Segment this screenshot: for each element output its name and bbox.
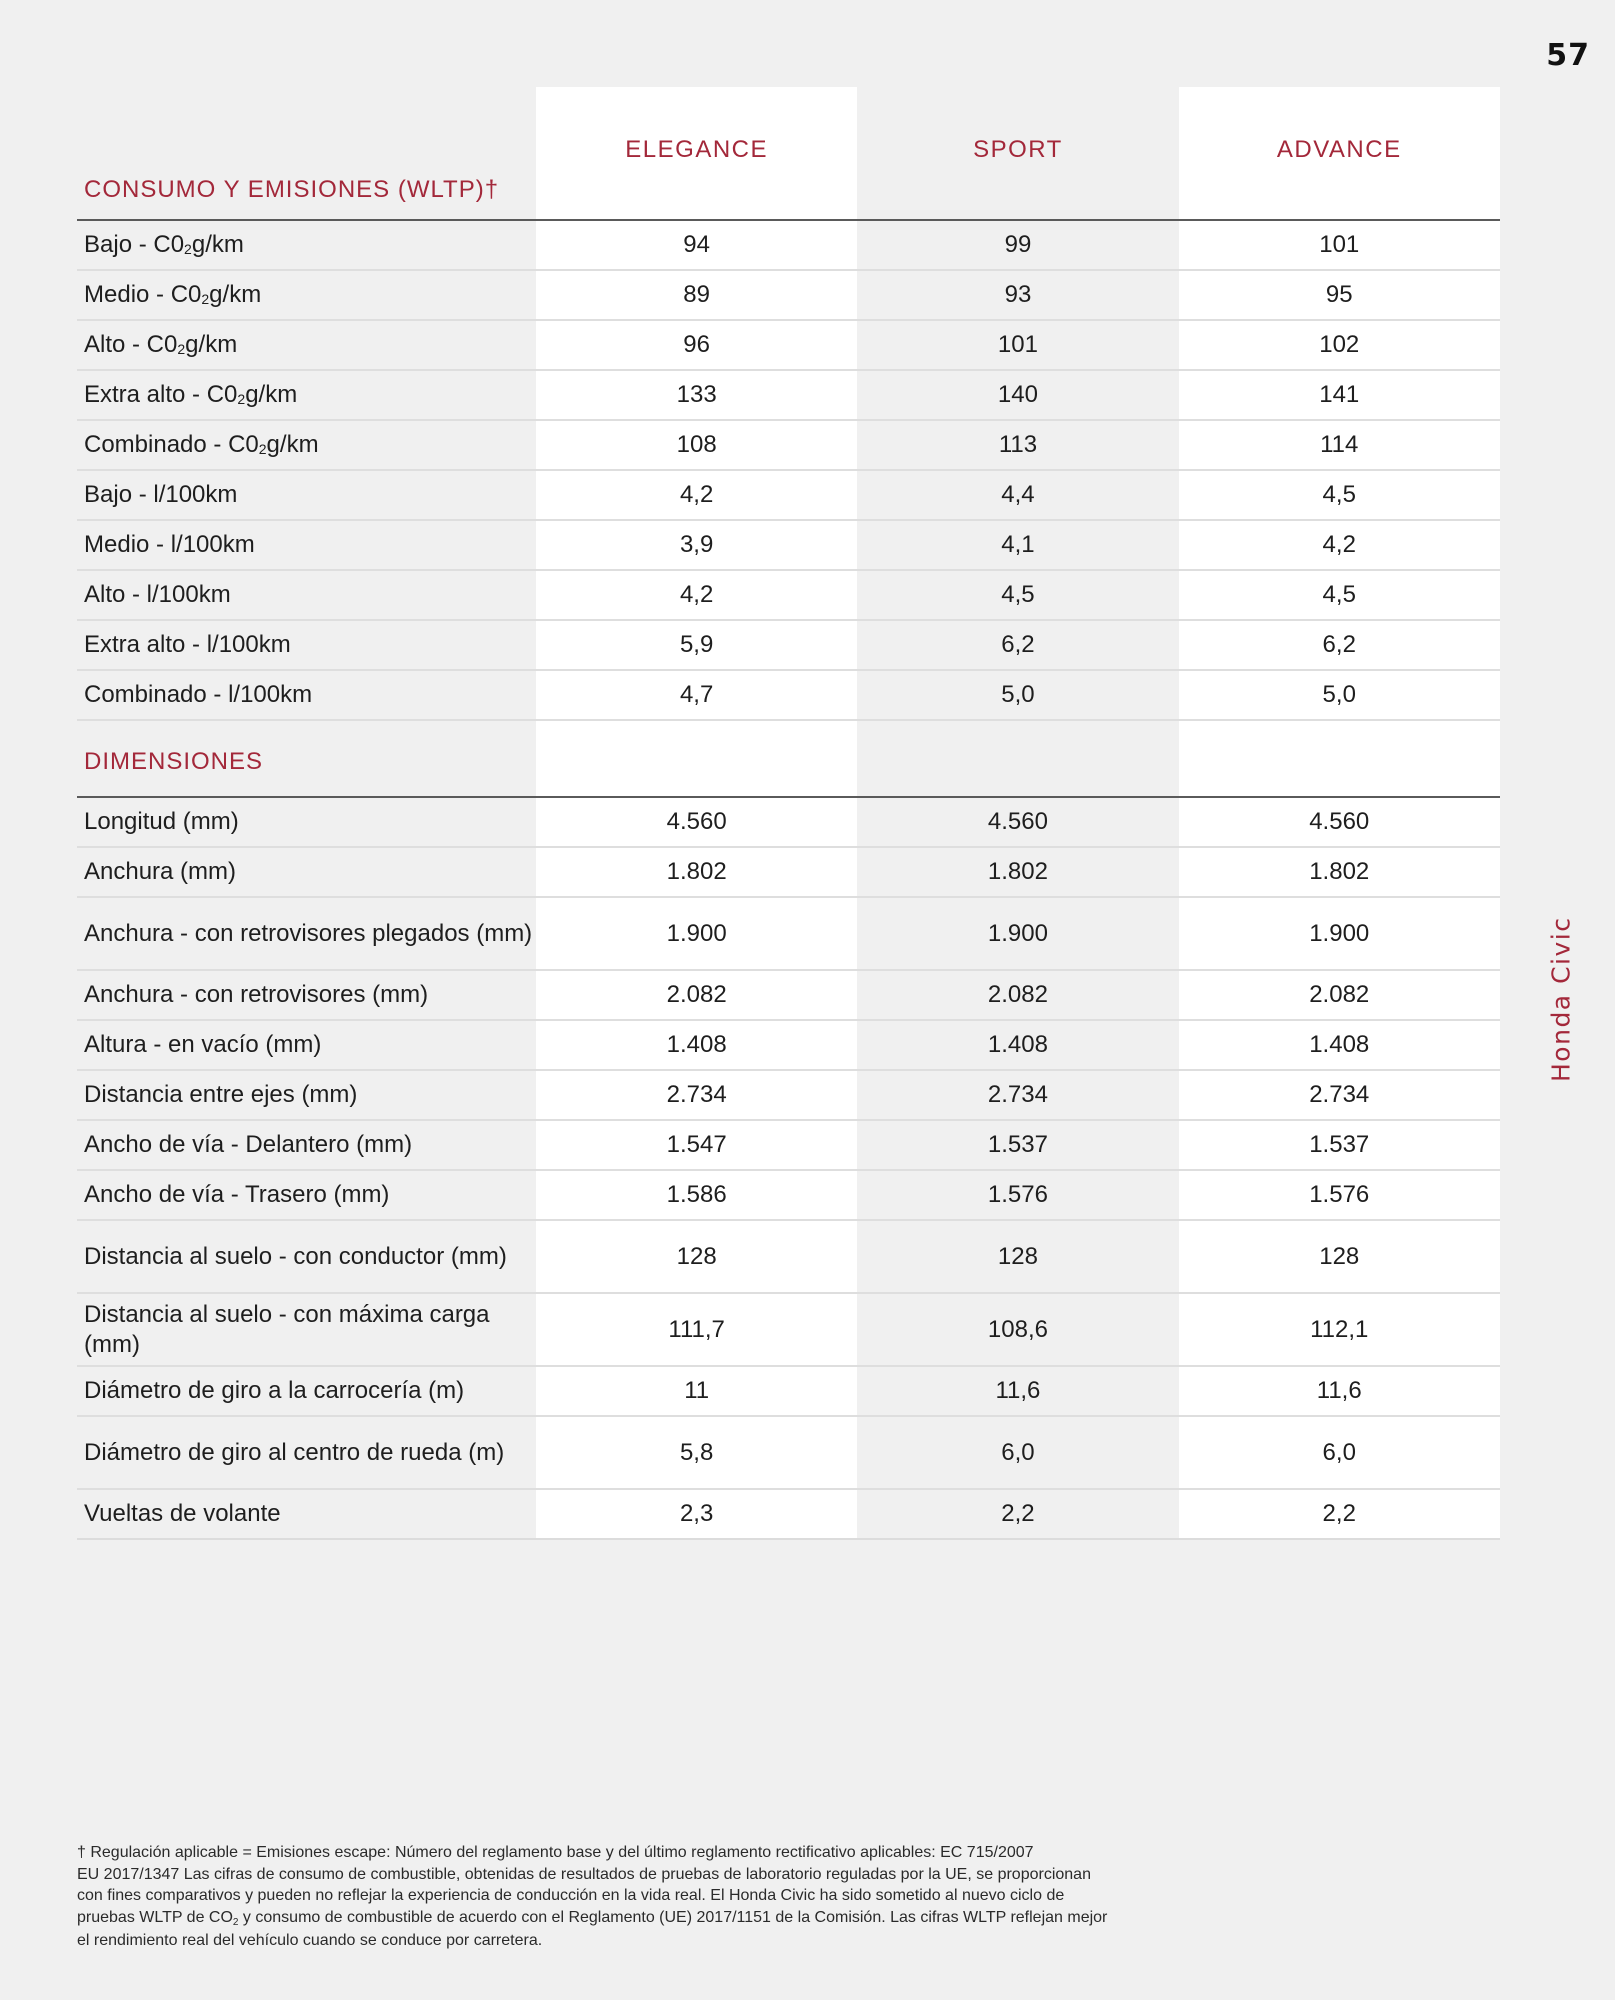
table-row <box>77 1171 1500 1221</box>
cell-advance: 2.734 <box>1309 1081 1370 1108</box>
cell-sport: 4,4 <box>1001 481 1035 508</box>
table-row <box>77 798 1500 848</box>
cell-advance: 102 <box>1319 331 1360 358</box>
cell-sport: 6,0 <box>1001 1438 1035 1466</box>
row-label: Combinado - l/100km <box>84 681 313 708</box>
row-label: Alto - l/100km <box>84 581 231 608</box>
row-label: Alto - C0 $_2$ g/km <box>84 331 238 358</box>
cell-advance: 141 <box>1319 381 1360 408</box>
cell-elegance: 1.408 <box>666 1031 727 1058</box>
footnote-line: el rendimiento real del vehículo cuando se conduce por carretera. <box>77 1932 543 1949</box>
row-label: Medio - l/100km <box>84 531 255 558</box>
cell-advance: 6,2 <box>1322 631 1356 658</box>
cell-elegance: 111,7 <box>668 1315 725 1343</box>
cell-elegance: 2,3 <box>679 1500 714 1527</box>
table-row <box>77 1221 1500 1294</box>
cell-advance: 128 <box>1319 1242 1360 1270</box>
row-label: Distancia entre ejes (mm) <box>84 1081 358 1108</box>
footnote-line: EU 2017/1347 Las cifras de consumo de combustible, obtenidas de resultados de pruebas de laboratorio reguladas por la UE, se proporcionan <box>77 1865 1091 1883</box>
table-row <box>77 421 1500 471</box>
row-label: Medio - C0 $_2$ g/km <box>84 281 262 308</box>
cell-sport: 128 <box>997 1242 1038 1270</box>
footnote-line: pruebas WLTP de $CO_2$ y consumo de combustible de acuerdo con el Reglamento (UE) 2017/1151 de la Comisión. Las cifras WLTP reflejan mejor <box>77 1908 1108 1928</box>
table-row <box>77 271 1500 321</box>
cell-sport: 5,0 <box>1001 681 1035 708</box>
cell-elegance: 1.802 <box>666 858 727 885</box>
cell-sport: 4,1 <box>1001 531 1035 558</box>
cell-advance: 112,1 <box>1310 1315 1369 1343</box>
footnote-line: con fines comparativos y pueden no reflejar la experiencia de conducción en la vida real. El Honda Civic ha sido sometido al nuevo ciclo de <box>77 1887 1065 1904</box>
cell-advance: 1.408 <box>1309 1031 1370 1058</box>
row-label: Diámetro de giro a la carrocería (m) <box>84 1377 465 1404</box>
cell-advance: 11,6 <box>1316 1377 1362 1404</box>
cell-elegance: 4,2 <box>679 581 714 608</box>
cell-advance: 1.802 <box>1309 858 1370 885</box>
cell-sport: 4,5 <box>1001 581 1035 608</box>
table-row <box>77 321 1500 371</box>
cell-advance: 1.900 <box>1309 919 1370 947</box>
cell-elegance: 94 <box>683 231 710 258</box>
table-row <box>77 1367 1500 1417</box>
cell-advance: 4,2 <box>1322 531 1356 558</box>
table-row <box>77 571 1500 621</box>
table-header-row <box>77 87 1500 221</box>
cell-elegance: 1.547 <box>666 1131 727 1158</box>
section-title-dimensiones: DIMENSIONES <box>84 747 264 775</box>
cell-advance: 4,5 <box>1322 581 1356 608</box>
cell-elegance: 2.734 <box>666 1081 727 1108</box>
cell-sport: 1.537 <box>987 1131 1048 1158</box>
cell-sport: 11,6 <box>995 1377 1041 1404</box>
row-label: Longitud (mm) <box>84 808 239 835</box>
row-label: Combinado - C0 $_2$ g/km <box>84 431 319 458</box>
row-label: Diámetro de giro al centro de rueda (m) <box>84 1438 505 1466</box>
table-row <box>77 371 1500 421</box>
cell-advance: 5,0 <box>1322 681 1356 708</box>
cell-sport: 101 <box>997 331 1038 358</box>
cell-elegance: 1.586 <box>666 1181 727 1208</box>
cell-elegance: 5,9 <box>679 631 714 658</box>
cell-elegance: 11 <box>684 1377 710 1404</box>
cell-advance: 4.560 <box>1309 808 1370 835</box>
table-row <box>77 1490 1500 1540</box>
cell-advance: 95 <box>1325 281 1353 308</box>
row-label: Ancho de vía - Delantero (mm) <box>84 1131 413 1158</box>
row-label: Ancho de vía - Trasero (mm) <box>84 1181 390 1208</box>
row-label: Extra alto - C0 $_2$ g/km <box>84 381 298 408</box>
cell-advance: 114 <box>1320 431 1359 458</box>
table-row <box>77 221 1500 271</box>
cell-sport: 93 <box>1004 281 1032 308</box>
cell-sport: 2.734 <box>987 1081 1048 1108</box>
cell-elegance: 133 <box>676 381 717 408</box>
row-label: Anchura - con retrovisores plegados (mm) <box>84 919 533 947</box>
cell-elegance: 1.900 <box>666 919 727 947</box>
cell-advance: 101 <box>1319 231 1360 258</box>
cell-advance: 2,2 <box>1322 1500 1356 1527</box>
row-label: Extra alto - l/100km <box>84 631 291 658</box>
row-label: Distancia al suelo - con máxima carga (mm) <box>84 1300 490 1358</box>
row-label: Bajo - C0 $_2$ g/km <box>84 231 244 258</box>
section-header-row <box>77 721 1500 798</box>
variant-header-elegance: ELEGANCE <box>625 136 768 163</box>
row-label: Vueltas de volante <box>84 1500 281 1527</box>
cell-elegance: 128 <box>676 1242 717 1270</box>
table-row <box>77 471 1500 521</box>
page-number: 57 <box>1546 38 1590 73</box>
cell-sport: 113 <box>998 431 1038 458</box>
cell-sport: 2,2 <box>1001 1500 1035 1527</box>
row-label: Anchura - con retrovisores (mm) <box>84 981 429 1008</box>
cell-elegance: 4,2 <box>679 481 714 508</box>
cell-sport: 140 <box>997 381 1038 408</box>
cell-sport: 1.408 <box>987 1031 1048 1058</box>
cell-elegance: 96 <box>683 331 710 358</box>
variant-header-sport: SPORT <box>973 136 1063 163</box>
cell-sport: 1.900 <box>987 919 1048 947</box>
cell-elegance: 108 <box>676 431 717 458</box>
cell-sport: 99 <box>1004 231 1032 258</box>
table-row <box>77 1071 1500 1121</box>
row-label: Bajo - l/100km <box>84 481 238 508</box>
row-label: Anchura (mm) <box>84 858 237 885</box>
cell-advance: 6,0 <box>1322 1438 1356 1466</box>
cell-advance: 1.537 <box>1309 1131 1370 1158</box>
table-row <box>77 1294 1500 1367</box>
cell-sport: 2.082 <box>987 981 1048 1008</box>
side-title: Honda Civic <box>1546 916 1576 1083</box>
specs-table <box>77 87 1500 1540</box>
cell-sport: 108,6 <box>987 1315 1048 1343</box>
row-label: Altura - en vacío (mm) <box>84 1031 322 1058</box>
cell-elegance: 89 <box>683 281 710 308</box>
cell-sport: 6,2 <box>1001 631 1035 658</box>
table-row <box>77 898 1500 971</box>
cell-elegance: 3,9 <box>679 531 714 558</box>
cell-elegance: 5,8 <box>679 1438 714 1466</box>
cell-advance: 2.082 <box>1309 981 1370 1008</box>
table-row <box>77 848 1500 898</box>
cell-sport: 4.560 <box>987 808 1048 835</box>
cell-elegance: 4.560 <box>666 808 727 835</box>
table-row <box>77 621 1500 671</box>
row-label: Distancia al suelo - con conductor (mm) <box>84 1242 507 1270</box>
table-row <box>77 1121 1500 1171</box>
cell-advance: 4,5 <box>1322 481 1356 508</box>
cell-sport: 1.576 <box>987 1181 1048 1208</box>
table-row <box>77 1021 1500 1071</box>
table-row <box>77 971 1500 1021</box>
cell-sport: 1.802 <box>987 858 1048 885</box>
footnote-line: † Regulación aplicable = Emisiones escape: Número del reglamento base y del último reglamento rectificativo aplicables: EC 715/2007 <box>77 1844 1034 1861</box>
table-row <box>77 671 1500 721</box>
cell-elegance: 4,7 <box>679 681 714 708</box>
cell-elegance: 2.082 <box>666 981 727 1008</box>
cell-advance: 1.576 <box>1309 1181 1370 1208</box>
variant-header-advance: ADVANCE <box>1276 136 1402 163</box>
section-title-consumo: CONSUMO Y EMISIONES (WLTP)† <box>84 176 500 203</box>
table-row <box>77 1417 1500 1490</box>
footnote <box>77 1842 1257 1952</box>
table-row <box>77 521 1500 571</box>
